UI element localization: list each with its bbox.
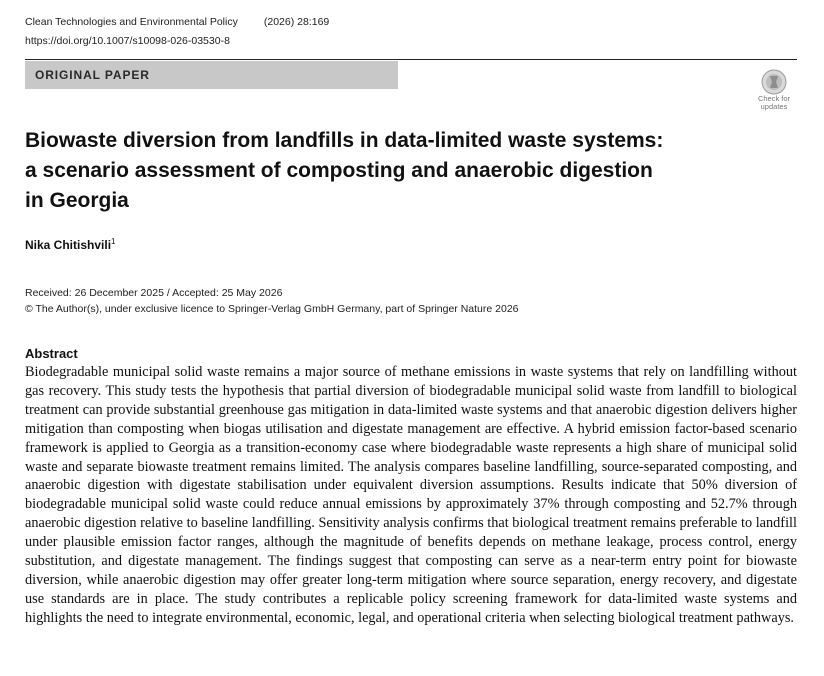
copyright-notice: © The Author(s), under exclusive licence to Springer-Verlag GmbH Germany, part of Springer Nature 2026 — [25, 303, 519, 315]
title-line-2: a scenario assessment of composting and anaerobic digestion — [25, 159, 653, 182]
author-name: Nika Chitishvili — [25, 238, 112, 252]
title-line-3: in Georgia — [25, 189, 129, 212]
check-for-updates-icon — [761, 69, 787, 95]
title-line-1: Biowaste diversion from landfills in data-limited waste systems: — [25, 129, 664, 152]
abstract-text: Biodegradable municipal solid waste remains a major source of methane emissions in waste systems that rely on landfilling without gas recovery. This study tests the hypothesis that partial diversion of biodegradable municipal solid waste from landfill to biological treatment can provide substantial greenhouse gas mitigation in data-limited waste systems and that anaerobic digestion delivers higher mitigation than composting when biogas utilisation and digestate management are effective. A hybrid emission factor-based scenario framework is applied to Georgia as a transition-economy case where biodegradable waste represents a high share of municipal solid waste and separate biowaste treatment remains limited. The analysis compares baseline landfilling, source-separated composting, and anaerobic digestion with digestate stabilisation under equivalent diversion assumptions. Results indicate that 50% diversion of biodegradable municipal solid waste could reduce annual emissions by approximately 37% through composting and 52.7% through anaerobic digestion relative to baseline landfilling. Sensitivity analysis confirms that biological treatment remains preferable to landfill under plausible emission factor ranges, although the magnitude of benefits depends on methane leakage, process control, energy substitution, and digestate management. The findings suggest that composting can serve as a near-term entry point for biowaste diversion, while anaerobic digestion may offer greater long-term mitigation where source separation, energy recovery, and digestate use standards are in place. The study contributes a replicable policy screening framework for data-limited waste systems and highlights the need to integrate environmental, economic, legal, and operational criteria when selecting biological treatment pathways. — [25, 364, 797, 626]
paper-title — [25, 126, 725, 216]
journal-name: Clean Technologies and Environmental Policy — [25, 16, 238, 28]
header-divider — [25, 59, 797, 60]
check-updates-label-1: Check for — [757, 94, 791, 103]
journal-citation: (2026) 28:169 — [263, 16, 330, 28]
check-updates-label-2: updates — [760, 102, 788, 111]
publication-dates: Received: 26 December 2025 / Accepted: 25 May 2026 — [25, 287, 283, 299]
check-for-updates-badge[interactable] — [751, 69, 797, 113]
affiliation-mark[interactable]: 1 — [111, 237, 116, 246]
doi-link[interactable]: https://doi.org/10.1007/s10098-026-03530-8 — [25, 35, 230, 47]
abstract-heading: Abstract — [25, 346, 78, 361]
paper-type-banner: ORIGINAL PAPER — [25, 61, 398, 89]
author-line — [25, 237, 115, 252]
journal-header — [25, 16, 329, 28]
